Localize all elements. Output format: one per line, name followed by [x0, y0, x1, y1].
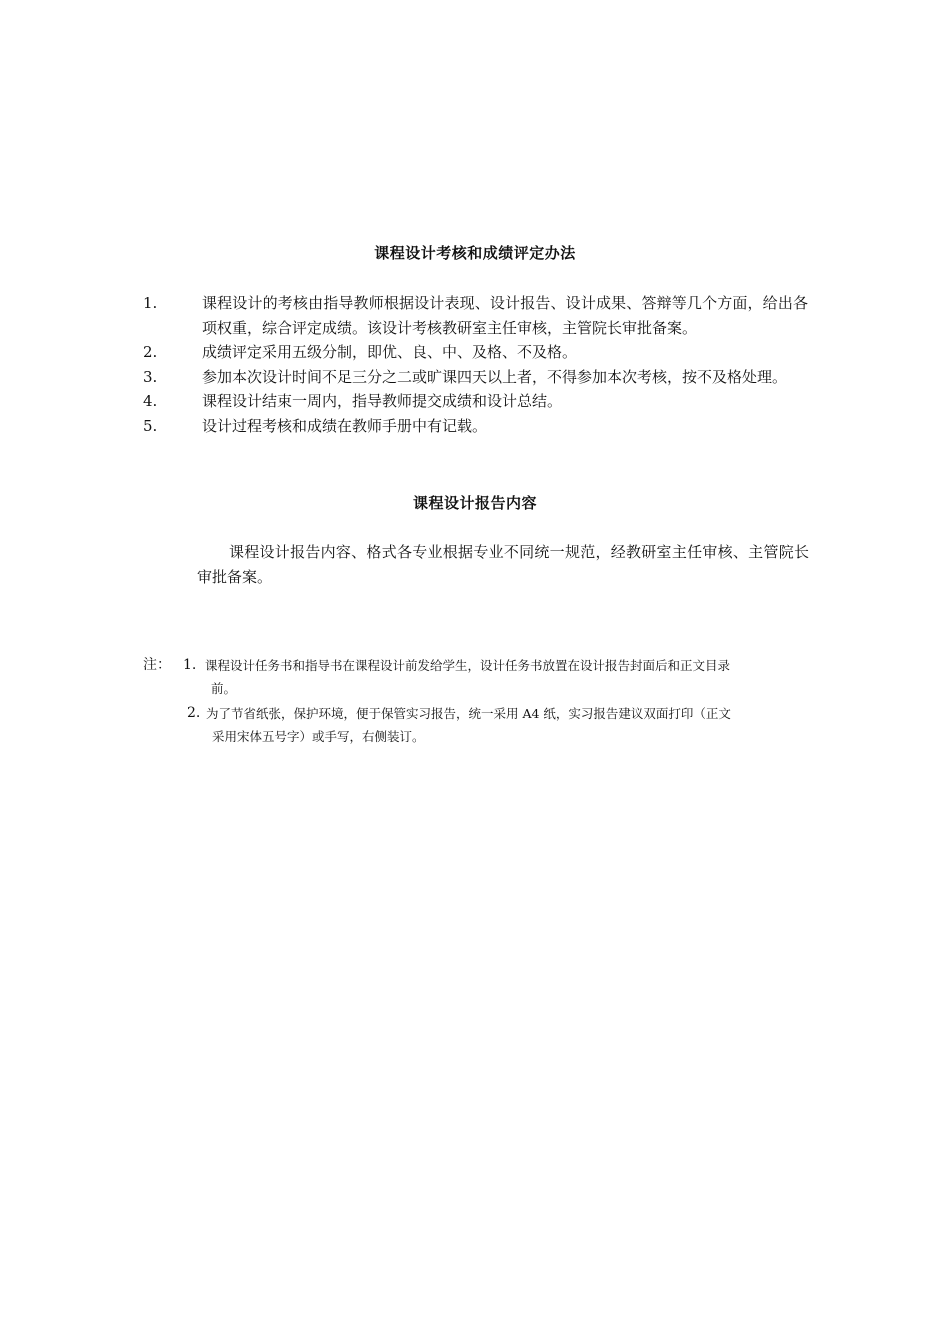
note-line: 课程设计任务书和指导书在课程设计前发给学生，设计任务书放置在设计报告封面后和正文目录: [205, 658, 731, 673]
rule-item: [143, 389, 808, 414]
note-item: [183, 654, 810, 700]
note-text: [206, 702, 810, 748]
note-text: [205, 654, 810, 700]
rule-number: 3.: [143, 367, 158, 386]
note-line: 为了节省纸张，保护环境，便于保管实习报告，统一采用 A4 纸，实习报告建议双面打印（正文: [206, 706, 731, 721]
assessment-rules-list: [143, 291, 808, 438]
rule-number: 2.: [143, 343, 158, 361]
rule-item: [143, 291, 808, 340]
section-title-assessment: 课程设计考核和成绩评定办法: [374, 244, 576, 262]
note-item: [183, 702, 810, 748]
rule-text: 设计过程考核和成绩在教师手册中有记载。: [202, 416, 488, 435]
rule-number: 4.: [143, 392, 158, 410]
note-line-continued: 前。: [211, 681, 237, 696]
rule-text: 课程设计结束一周内，指导教师提交成绩和设计总结。: [202, 392, 563, 410]
rule-text: 课程设计的考核由指导教师根据设计表现、设计报告、设计成果、答辩等几个方面，给出各项权重，综合评定成绩。该设计考核教研室主任审核，主管院长审批备案。: [202, 294, 808, 337]
note-line-continued: 采用宋体五号字）或手写，右侧装订。: [212, 729, 425, 744]
rule-text: 参加本次设计时间不足三分之二或旷课四天以上者，不得参加本次考核，按不及格处理。: [202, 367, 788, 386]
rule-item: [143, 365, 808, 390]
rule-number: 5.: [143, 416, 158, 435]
note-number: 2.: [187, 705, 201, 721]
notes-label: 注：: [143, 657, 171, 673]
rule-item: [143, 340, 808, 365]
note-number: 1.: [183, 657, 197, 673]
rule-text: 成绩评定采用五级分制，即优、良、中、及格、不及格。: [202, 343, 578, 361]
rule-number: 1.: [143, 294, 158, 312]
section-title-report-content: 课程设计报告内容: [412, 494, 537, 512]
rule-item: [143, 414, 808, 439]
report-content-paragraph: 课程设计报告内容、格式各专业根据专业不同统一规范，经教研室主任审核、主管院长审批备案。: [197, 543, 809, 586]
